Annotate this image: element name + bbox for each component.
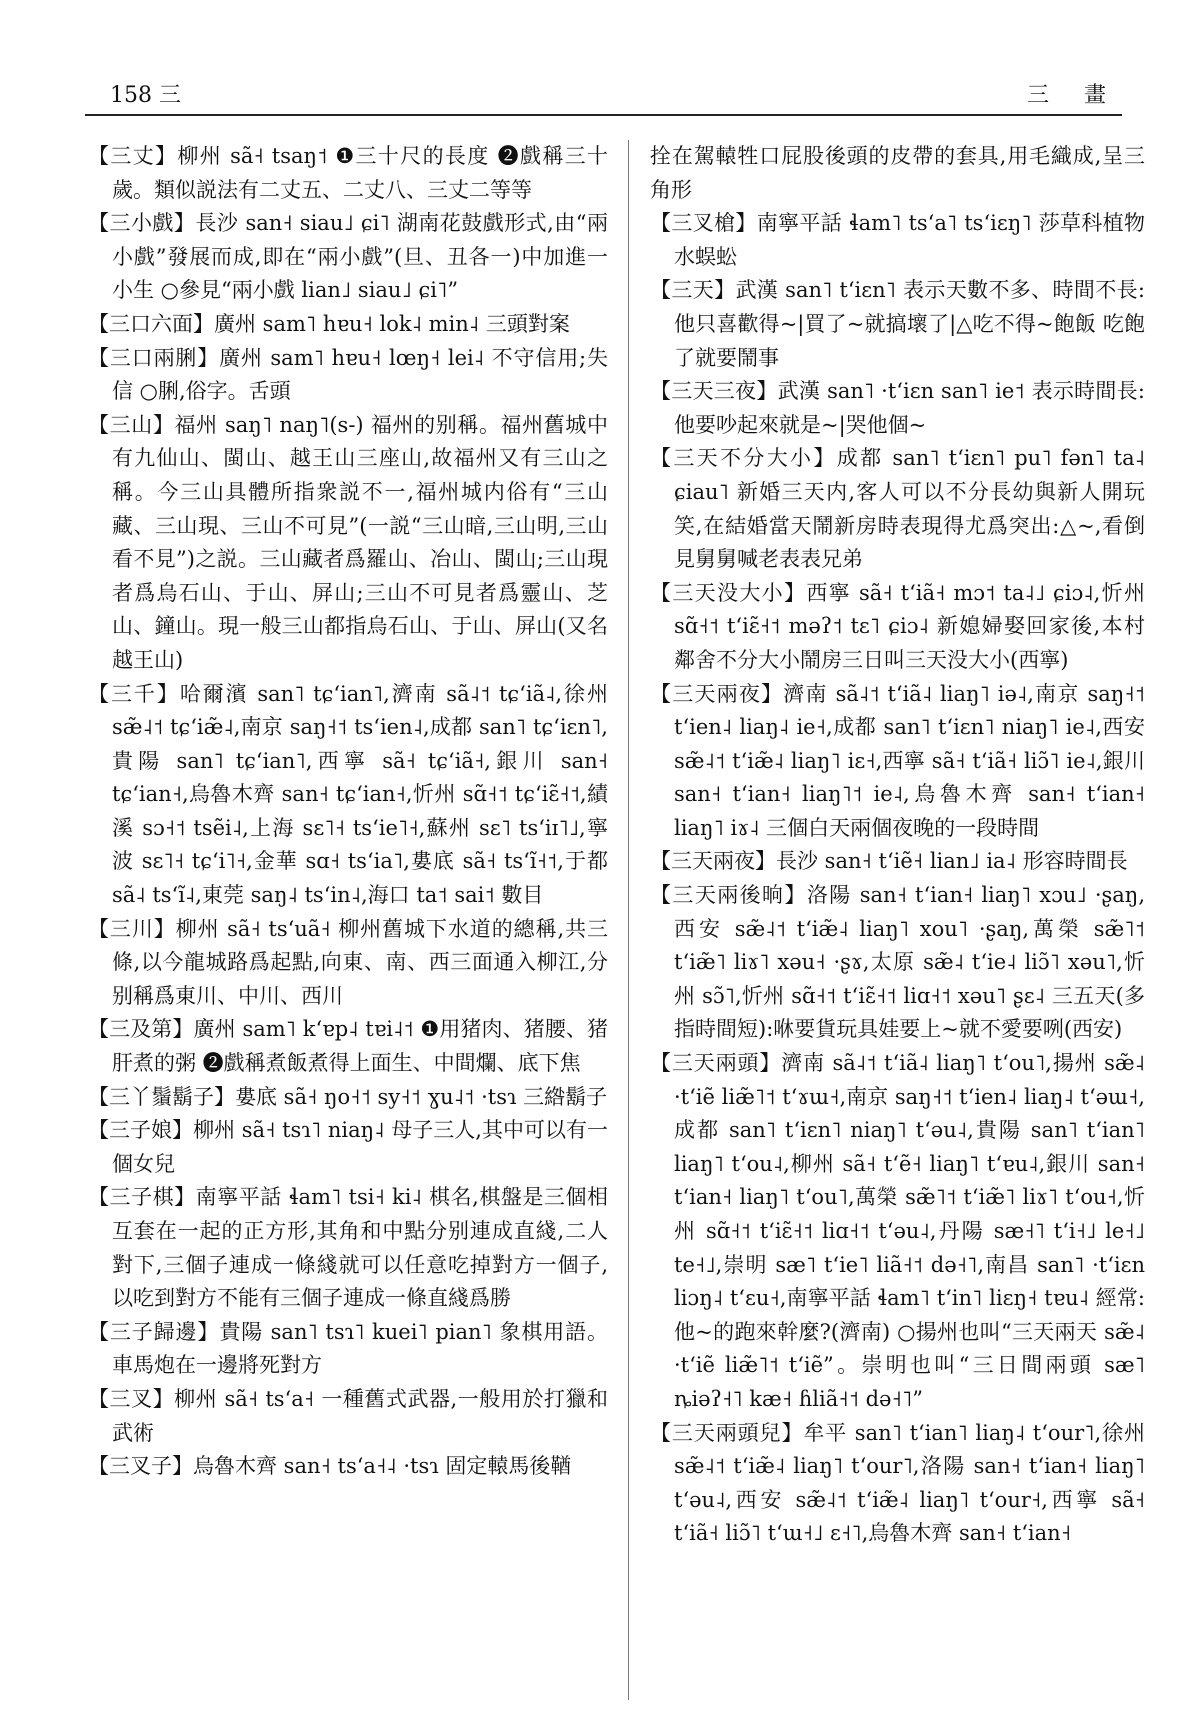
dictionary-entry xyxy=(650,375,1145,442)
entry-definition: 武漢 san˥ tʻiɛn˥ 表示天數不多、時間不長:他只喜歡得~|買了~就搞壞了|△吃不得~飽飯 吃飽了就要鬧事 xyxy=(674,278,1146,370)
dictionary-entry xyxy=(650,274,1145,375)
entry-definition: 柳州 sã˧ tsʻa˧ 一種舊式武器,一般用於打獵和武術 xyxy=(112,1386,609,1445)
entry-definition: 長沙 san˧ siau˩ ɕi˥ 湖南花鼓戲形式,由“兩小戲”發展而成,即在“兩小戲”(旦、丑各一)中加進一小生 ○參見“兩小戲 lian˩ siau˩ ɕi˥” xyxy=(112,211,608,303)
entry-headword: 【三丈】 xyxy=(88,144,178,168)
dictionary-entry xyxy=(88,678,608,913)
entry-headword: 【三子歸邊】 xyxy=(88,1319,220,1344)
entry-definition: 婁底 sã˧ ŋo˧˦ sy˧˦ ɣu˨˦ ·tsɿ 三綹鬍子 xyxy=(235,1084,608,1109)
dictionary-entry xyxy=(88,1316,608,1383)
page-number-header: 158 三 xyxy=(110,83,181,108)
entry-definition: 廣州 sam˥ kʻɐp˨ tɐi˨˦ ❶用猪肉、猪腰、猪肝煮的粥 ❷戲稱煮飯煮得上面生、中間爛、底下焦 xyxy=(112,1017,609,1076)
entry-headword: 【三口兩脷】 xyxy=(88,345,220,370)
dictionary-entry xyxy=(650,442,1145,576)
entry-headword: 【三天三夜】 xyxy=(650,379,778,404)
entry-definition: 拴在駕轅牲口屁股後頭的皮帶的套具,用毛織成,呈三角形 xyxy=(650,144,1145,202)
entry-headword: 【三天兩夜】 xyxy=(650,681,784,706)
entry-headword: 【三天不分大小】 xyxy=(650,446,837,471)
dictionary-entry xyxy=(88,342,608,409)
entry-headword: 【三小戲】 xyxy=(88,211,196,236)
entry-definition: 牟平 san˥ tʻian˥ liaŋ˨ tʻour˥,徐州 sæ̃˨˦ tʻiæ̃˨ liaŋ˥ tʻour˥,洛陽 san˧ tʻian˧ liaŋ˥ tʻəu˨,西安 sæ̃˨˦ tʻiæ̃˨ liaŋ˥ tʻour˧,西寧 sã˧ tʻiã˧ liɔ̃˥ tʻɯ˧˩ ɛ˧˥,烏魯木齊 san˧ tʻian˧ xyxy=(674,1420,1145,1546)
dictionary-entry xyxy=(650,678,1145,846)
header-rule xyxy=(85,114,1122,116)
dictionary-entry xyxy=(650,1047,1145,1417)
entry-definition: 長沙 san˧ tʻiẽ˧ lian˩ ia˨ 形容時間長 xyxy=(776,849,1128,874)
dictionary-entry xyxy=(88,1114,608,1181)
dictionary-entry xyxy=(88,1181,608,1315)
entry-definition: 柳州 sã˧ tsaŋ˦ ❶三十尺的長度 ❷戲稱三十歲。類似説法有二丈五、二丈八、三丈二等等 xyxy=(112,144,609,202)
section-header: 三 畫 xyxy=(1027,83,1120,108)
entry-definition: 廣州 sam˥ hɐu˧ lok˨ min˨ 三頭對案 xyxy=(214,311,570,336)
entry-headword: 【三子娘】 xyxy=(88,1118,194,1143)
entry-headword: 【三天兩後晌】 xyxy=(650,883,807,908)
entry-headword: 【三天】 xyxy=(650,278,736,303)
entry-headword: 【三山】 xyxy=(88,412,175,437)
entry-definition: 南寧平話 ɬam˥ tsi˧ ki˨ 棋名,棋盤是三個相互套在一起的正方形,其角和中點分别連成直綫,二人對下,三個子連成一條綫就可以任意吃掉對方一個子,以吃到對方不能有三個子連成一條直綫爲勝 xyxy=(112,1185,608,1311)
dictionary-entry xyxy=(650,879,1145,1047)
entry-headword: 【三丫鬚鬍子】 xyxy=(88,1084,235,1109)
entry-definition: 柳州 sã˧ tsɿ˥ niaŋ˨ 母子三人,其中可以有一個女兒 xyxy=(112,1118,609,1176)
dictionary-entry xyxy=(88,207,608,308)
dictionary-entry xyxy=(88,409,608,678)
entry-definition: 成都 san˥ tʻiɛn˥ pu˥ fən˥ ta˨ ɕiau˥ 新婚三天内,客人可以不分長幼與新人開玩笑,在結婚當天鬧新房時表現得尤爲突出:△~,看倒見舅舅喊老表表兄弟 xyxy=(674,446,1145,572)
entry-definition: 洛陽 san˧ tʻian˧ liaŋ˥ xɔu˩ ·ʂaŋ,西安 sæ̃˨˦ tʻiæ̃˨ liaŋ˥ xou˥ ·ʂaŋ,萬榮 sæ̃˥˦ tʻiæ̃˥ liɤ˥ xəu˧ ·ʂɤ,太原 sæ̃˨ tʻie˨ liɔ̃˥ xəu˥,忻州 sɔ̃˥,忻州 sɑ̃˧˦ tʻiɛ̃˧˦ liɑ˧˦ xəu˥ ʂɛ˨ 三五天(多指時間短):咻要貨玩具娃要上~就不愛要咧(西安) xyxy=(674,883,1145,1042)
entry-headword: 【三川】 xyxy=(88,916,176,941)
dictionary-entry xyxy=(650,140,1145,207)
entry-definition: 柳州 sã˧ tsʻuã˧ 柳州舊城下水道的總稱,共三條,以今龍城路爲起點,向東、南、西三面通入柳江,分别稱爲東川、中川、西川 xyxy=(112,916,608,1008)
dictionary-entry xyxy=(88,308,608,342)
entry-definition: 西寧 sã˧ tʻiã˧ mɔ˦ ta˨˩ ɕiɔ˨,忻州 sɑ̃˧˦ tʻiɛ̃˧˦ məʔ˦ tɛ˥ ɕiɔ˨ 新媳婦娶回家後,本村鄰舍不分大小鬧房三日叫三天没大小(西寧) xyxy=(674,580,1145,672)
entry-headword: 【三及第】 xyxy=(88,1017,194,1042)
dictionary-entry xyxy=(650,577,1145,678)
entry-headword: 【三叉】 xyxy=(88,1386,175,1411)
entry-headword: 【三天没大小】 xyxy=(650,580,807,605)
dictionary-entry xyxy=(88,1013,608,1080)
entry-headword: 【三千】 xyxy=(88,681,180,706)
entry-headword: 【三天兩夜】 xyxy=(650,849,776,874)
dictionary-entry xyxy=(650,845,1145,879)
entry-definition: 濟南 sã˨˦ tʻiã˨ liaŋ˥ tʻou˥,揚州 sæ̃˨ ·tʻiẽ liæ̃˥˦ tʻɤɯ˧,南京 saŋ˧˦ tʻien˨ liaŋ˨ tʻəɯ˧,成都 san˥ tʻiɛn˥ niaŋ˥ tʻəu˨,貴陽 san˥ tʻian˥ liaŋ˥ tʻou˨,柳州 sã˧ tʻẽ˧ liaŋ˥ tʻɐu˨,銀川 san˧ tʻian˧ liaŋ˥ tʻou˥,萬榮 sæ̃˥˦ tʻiæ̃˥ liɤ˥ tʻou˧,忻州 sɑ̃˧˦ tʻiɛ̃˧˦ liɑ˧˦ tʻəu˨,丹陽 sæ˧˥ tʻi˧˩ le˧˩ te˧˩,崇明 sæ˥ tʻie˥ liã˧˦ də˧˥,南昌 san˥ ·tʻiɛn liɔŋ˨ tʻɛu˧,南寧平話 ɬam˥ tʻin˥ liɛŋ˧ tɐu˨ 經常:他~的跑來幹麼?(濟南) ○揚州也叫“三天兩天 sæ̃˨ ·tʻiẽ liæ̃˥˦ tʻiẽ”。崇明也叫“三日間兩頭 sæ˥ ȵiəʔ˧˥ kæ˧ ɦliã˧˦ də˧˥” xyxy=(674,1051,1145,1411)
entry-headword: 【三天兩頭兒】 xyxy=(650,1420,804,1445)
left-column xyxy=(88,140,608,1484)
entry-definition: 武漢 san˥ ·tʻiɛn san˥ ie˦ 表示時間長:他要吵起來就是~|哭他個~ xyxy=(674,379,1145,437)
entry-definition: 烏魯木齊 san˧ tsʻa˧˨ ·tsɿ 固定轅馬後鞧 xyxy=(193,1454,572,1479)
entry-definition: 貴陽 san˥ tsɿ˥ kuei˥ pian˥ 象棋用語。車馬炮在一邊將死對方 xyxy=(112,1319,608,1378)
dictionary-entry xyxy=(88,1081,608,1115)
dictionary-entry xyxy=(88,1450,608,1484)
dictionary-entry xyxy=(650,1417,1145,1551)
right-column xyxy=(650,140,1145,1551)
entry-headword: 【三叉槍】 xyxy=(650,211,757,236)
dictionary-entry xyxy=(650,207,1145,274)
entry-headword: 【三天兩頭】 xyxy=(650,1051,782,1076)
dictionary-entry xyxy=(88,140,608,207)
entry-definition: 福州 saŋ˥ naŋ˥(s-) 福州的别稱。福州舊城中有九仙山、閩山、越王山三座山,故福州又有三山之稱。今三山具體所指衆説不一,福州城内俗有“三山藏、三山現、三山不可見”(一説“三山暗,三山明,三山看不見”)之説。三山藏者爲羅山、冶山、閩山;三山現者爲烏石山、于山、屏山;三山不可見者爲靈山、芝山、鐘山。現一般三山都指烏石山、于山、屏山(又名越王山) xyxy=(112,412,609,672)
entry-definition: 濟南 sã˨˦ tʻiã˨ liaŋ˥ iə˨,南京 saŋ˧˦ tʻien˨ liaŋ˨ ie˧,成都 san˥ tʻiɛn˥ niaŋ˥ ie˨,西安 sæ̃˨˦ tʻiæ̃˨ liaŋ˥ iɛ˧,西寧 sã˧ tʻiã˧ liɔ̃˥ ie˨,銀川 san˧ tʻian˧ liaŋ˥˦ ie˨,烏魯木齊 san˧ tʻian˧ liaŋ˥ iɤ˨ 三個白天兩個夜晚的一段時間 xyxy=(674,681,1146,840)
entry-headword: 【三叉子】 xyxy=(88,1454,193,1479)
dictionary-entry xyxy=(88,1383,608,1450)
dictionary-entry xyxy=(88,913,608,1014)
entry-headword: 【三子棋】 xyxy=(88,1185,196,1210)
entry-definition: 南寧平話 ɬam˥ tsʻa˥ tsʻiɛŋ˥ 莎草科植物水蜈蚣 xyxy=(674,211,1145,269)
entry-definition: 廣州 sam˥ hɐu˧ lœŋ˧ lei˨ 不守信用;失信 ○脷,俗字。舌頭 xyxy=(112,345,608,404)
entry-definition: 哈爾濱 san˥ tɕʻian˥,濟南 sã˨˦ tɕʻiã˨,徐州 sæ̃˨˦ tɕʻiæ̃˨,南京 saŋ˧˦ tsʻien˨,成都 san˥ tɕʻiɛn˥,貴陽 san˥ tɕʻian˥,西寧 sã˧ tɕʻiã˧,銀川 san˧ tɕʻian˧,烏魯木齊 san˧ tɕʻian˧,忻州 sɑ̃˧˦ tɕʻiɛ̃˧˦,績溪 sɔ˧˦ tsẽi˨,上海 sɛ˥˧ tsʻie˥˧,蘇州 sɛ˥ tsʻiɪ˥˩,寧波 sɛ˥˧ tɕʻi˥˧,金華 sɑ˧ tsʻia˥,婁底 sã˧ tsʻĩ˧˦,于都 sã˨ tsʻĩ˨,東莞 saŋ˨ tsʻin˨,海口 ta˦ sai˦ 數目 xyxy=(112,681,609,908)
entry-headword: 【三口六面】 xyxy=(88,311,214,336)
column-divider xyxy=(628,140,629,1700)
